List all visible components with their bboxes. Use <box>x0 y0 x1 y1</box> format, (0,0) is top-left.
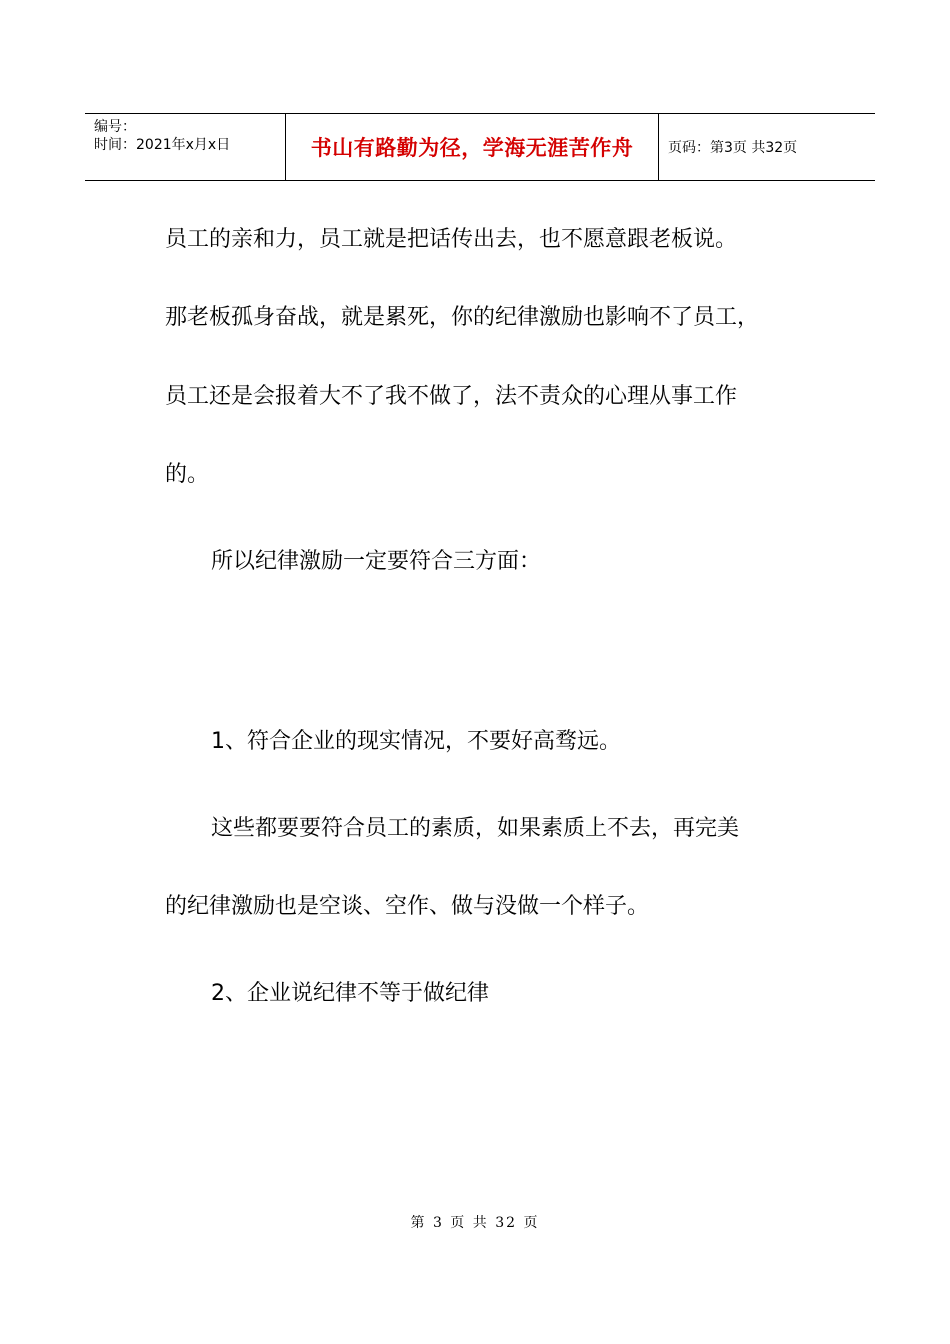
paragraph-line: 1、符合企业的现实情况，不要好高骛远。 <box>211 729 621 754</box>
header-page-cell <box>659 114 875 180</box>
document-header <box>85 113 875 181</box>
paragraph-line: 2、企业说纪律不等于做纪律 <box>211 981 489 1006</box>
page-number-label: 页码：第3页 共32页 <box>668 140 798 156</box>
serial-number-label: 编号： <box>94 119 136 135</box>
paragraph-line: 的。 <box>165 462 210 487</box>
page-footer: 第 3 页 共 32 页 <box>410 1215 540 1231</box>
paragraph-line: 那老板孤身奋战，就是累死，你的纪律激励也影响不了员工， <box>165 305 760 330</box>
motto-text: 书山有路勤为径，学海无涯苦作舟 <box>310 136 634 160</box>
paragraph-line: 所以纪律激励一定要符合三方面： <box>211 549 542 574</box>
header-meta-cell <box>85 114 286 180</box>
paragraph-line: 的纪律激励也是空谈、空作、做与没做一个样子。 <box>165 894 650 919</box>
paragraph-line: 员工的亲和力，员工就是把话传出去，也不愿意跟老板说。 <box>165 227 738 252</box>
paragraph-line: 员工还是会报着大不了我不做了，法不责众的心理从事工作 <box>165 384 738 409</box>
date-label: 时间：2021年x月x日 <box>94 137 231 153</box>
header-motto-cell <box>286 114 659 180</box>
paragraph-line: 这些都要要符合员工的素质，如果素质上不去，再完美 <box>211 816 740 841</box>
